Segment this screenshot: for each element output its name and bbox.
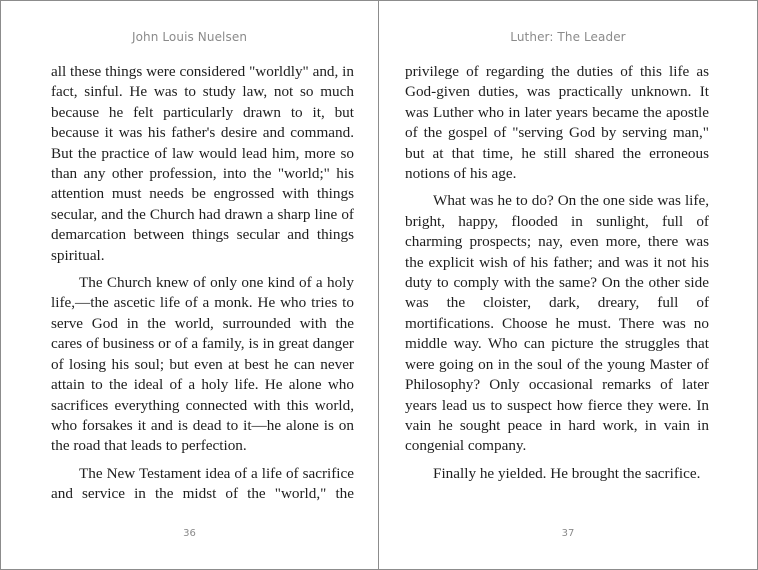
page-number: 37 bbox=[561, 528, 575, 539]
right-page-text bbox=[405, 62, 709, 491]
right-page[interactable] bbox=[379, 1, 757, 569]
paragraph: Finally he yielded. He brought the sacrifice. bbox=[433, 464, 701, 482]
paragraph: The New Testament idea of a life of sacrifice and service in the midst of the "world," the bbox=[51, 464, 354, 503]
left-page-text bbox=[51, 62, 354, 512]
paragraph: The Church knew of only one kind of a holy life,—the ascetic life of a monk. He who tries to serve God in the world, surrounded with the cares of business or of a family, is in great danger of losing his soul; but even at best he can never attain to the ideal of a holy life. He alone who sacrifices everything connected with this world, who forsakes it and is dead to it—he alone is on the road that leads to perfection. bbox=[51, 274, 354, 455]
running-head-title: Luther: The Leader bbox=[510, 30, 626, 44]
paragraph: all these things were considered "worldly" and, in fact, sinful. He was to study law, not so much because he felt particularly drawn to it, but because it was his father's desire and command. But the practice of law would lead him, more so than any other profession, into the "world;" his attention must needs be engrossed with things secular, and the Church had drawn a sharp line of demarcation between things secular and things spiritual. bbox=[51, 63, 354, 264]
paragraph: privilege of regarding the duties of this life as God-given duties, was practically unknown. It was Luther who in later years became the apostle of the gospel of "serving God by serving man," but at that time, he still shared the erroneous notions of his age. bbox=[405, 63, 709, 183]
running-head-author: John Louis Nuelsen bbox=[131, 30, 248, 44]
left-page[interactable] bbox=[1, 1, 379, 569]
paragraph: What was he to do? On the one side was life, bright, happy, flooded in sunlight, full of charming prospects; nay, even more, there was the explicit wish of his father; and was it not his duty to comply with the same? On the other side was the cloister, dark, dreary, full of mortifications. Choose he must. There was no middle way. Who can picture the struggles that were going on in the soul of the young Master of Philosophy? Only occasional remarks of later years lead us to suspect how fierce they were. In vain he sought peace in hard work, in vain in congenial company. bbox=[405, 192, 709, 455]
page-number: 36 bbox=[183, 528, 196, 539]
